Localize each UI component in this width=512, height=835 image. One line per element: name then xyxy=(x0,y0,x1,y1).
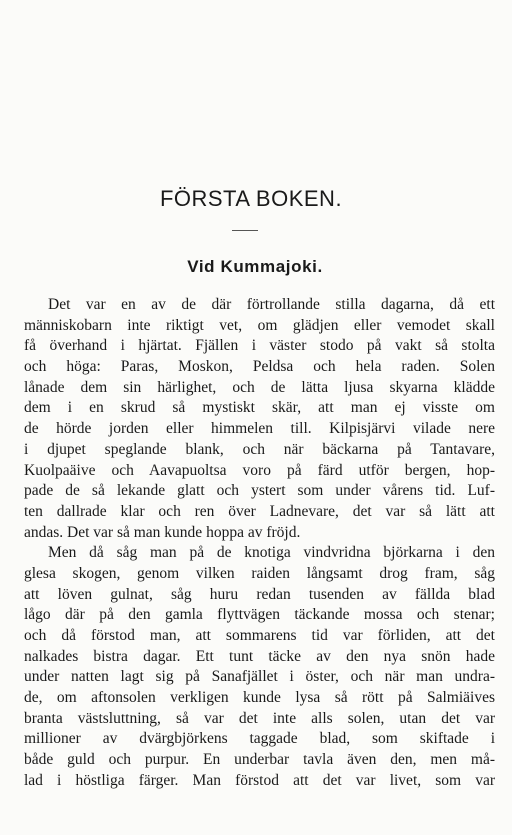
title-divider xyxy=(232,230,258,231)
text-line: dem i en skrud så mystiskt skär, att man ej visste om xyxy=(24,399,495,417)
text-line: ten dallrade klar och ren över Ladnevare, det var så lätt att xyxy=(24,502,495,520)
text-line: de, om aftonsolen verkligen kunde lysa så rött på Salmiäives xyxy=(24,689,495,707)
text-line: millioner av dvärgbjörkens taggade blad, som skiftade i xyxy=(24,730,495,748)
text-line: lånade dem sin härlighet, och de lätta ljusa skyarna klädde xyxy=(24,378,495,396)
text-line: de hörde jorden eller himmelen till. Kilpisjärvi vilade nere xyxy=(24,420,495,438)
text-line: Det var en av de där förtrollande stilla dagarna, då ett xyxy=(48,296,495,313)
text-line: och då förstod man, att sommarens tid var förliden, att det xyxy=(24,627,495,644)
text-line: Men då såg man på de knotiga vindvridna björkarna i den xyxy=(48,544,495,562)
text-line: och höga: Paras, Moskon, Peldsa och hela raden. Solen xyxy=(24,358,495,376)
text-line: få överhand i hjärtat. Fjällen i väster stodo på vakt så stolta xyxy=(24,337,495,355)
text-line: människobarn inte riktigt vet, om glädjen eller vemodet skall xyxy=(24,316,495,334)
text-line: andas. Det var så man kunde hoppa av fröjd. xyxy=(24,523,301,541)
text-line: både guld och purpur. En underbar tavla även den, men må- xyxy=(24,751,495,769)
text-line: lad i höstliga färger. Man förstod att det var livet, som var xyxy=(24,771,495,789)
book-title: FÖRSTA BOKEN. xyxy=(159,186,343,211)
text-line: under natten lagt sig på Sanafjället i öster, och när man undra- xyxy=(24,668,495,686)
text-line: glesa skogen, genom vilken raiden långsamt drog fram, såg xyxy=(24,564,495,582)
text-line: lågo där på den gamla flyttvägen täckande mossa och stenar; xyxy=(24,606,495,624)
text-line: att löven gulnat, såg huru redan tusenden av fällda blad xyxy=(24,585,495,603)
text-line: i djupet speglande blank, och när bäckarna på Tantavare, xyxy=(24,440,495,458)
text-line: branta västsluttning, så var det inte alls solen, utan det var xyxy=(24,709,495,727)
text-line: pade de så lekande glatt och ystert som under vårens tid. Luf- xyxy=(24,482,495,500)
body-text xyxy=(24,295,495,792)
text-line: Kuolpaäive och Aavapuoltsa voro på färd utför bergen, hop- xyxy=(24,461,495,479)
chapter-title: Vid Kummajoki. xyxy=(187,257,323,276)
text-line: nalkades bistra dagar. Ett tunt täcke av den nya snön hade xyxy=(24,647,495,665)
